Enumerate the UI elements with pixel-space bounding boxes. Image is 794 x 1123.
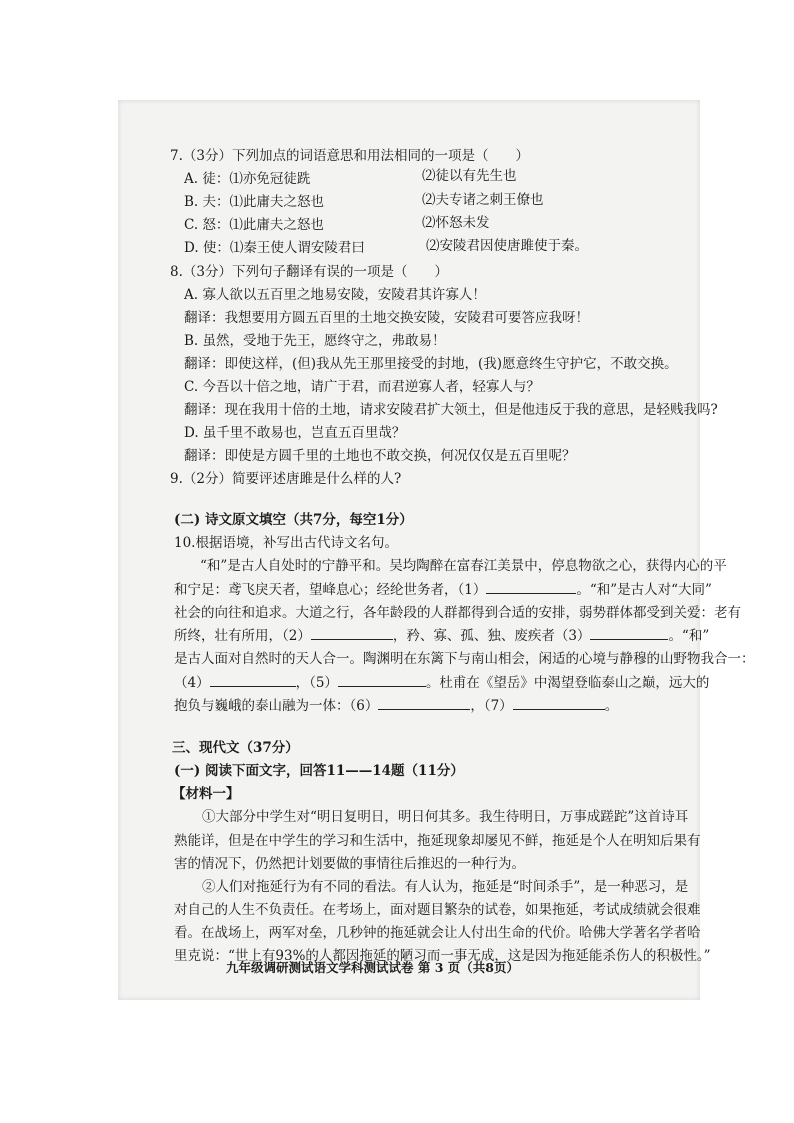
- passage-line: 看。在战场上，两军对垒，几秒钟的拖延就会让人付出生命的代价。哈佛大学著名学者哈: [174, 925, 701, 941]
- passage-line: 对自己的人生不负责任。在考场上，面对题目繁杂的试卷，如果拖延，考试成绩就会很难: [174, 902, 701, 918]
- q9-stem: 9.（2分）简要评述唐雎是什么样的人?: [170, 471, 402, 487]
- q8-line: D. 虽千里不敢易也，岂直五百里哉？: [184, 425, 406, 441]
- q10-paragraph-line: 是古人面对自然时的天人合一。陶渊明在东篱下与南山相会，闲适的心境与静穆的山野物我合一：: [174, 651, 755, 667]
- blank-5[interactable]: [338, 674, 426, 687]
- q8-line: B. 虽然，受地于先王，愿终守之，弗敢易！: [184, 333, 446, 349]
- q7-stem: 7.（3分）下列加点的词语意思和用法相同的一项是（ ）: [170, 148, 529, 164]
- blank-3[interactable]: [590, 627, 668, 640]
- q8-line: 翻译：我想要用方圆五百里的土地交换安陵，安陵君可要答应我呀！: [184, 310, 589, 326]
- blank-1[interactable]: [486, 581, 576, 594]
- q8-line: 翻译：即使这样，(但)我从先王那里接受的封地，(我)愿意终生守护它，不敢交换。: [184, 356, 678, 372]
- q7-option-c-2: ⑵怀怒未发: [422, 215, 490, 231]
- section3-subtitle: (一) 阅读下面文字，回答11——14题（11分）: [174, 763, 464, 779]
- q7-option-b-2: ⑵夫专诸之刺王僚也: [422, 192, 544, 208]
- q7-option-d-2: ⑵安陵君因使唐雎使于秦。: [426, 238, 588, 254]
- q7-option-b-1: B. 夫：⑴此庸夫之怒也: [184, 194, 325, 210]
- blank-2[interactable]: [311, 627, 393, 640]
- q8-line: A. 寡人欲以五百里之地易安陵，安陵君其许寡人！: [184, 287, 486, 303]
- q10-text: 。杜甫在《望岳》中渴望登临泰山之巅，远大的: [425, 675, 710, 691]
- passage-line: ①大部分中学生对“明日复明日，明日何其多。我生待明日，万事成蹉跎”这首诗耳: [202, 809, 689, 825]
- q8-stem: 8.（3分）下列句子翻译有误的一项是（ ）: [170, 264, 448, 280]
- q8-line: C. 今吾以十倍之地，请广于君，而君逆寡人者，轻寡人与？: [184, 379, 540, 395]
- q10-text: ，矜、寡、孤、独、废疾者（3）: [392, 628, 591, 644]
- q10-text: 。“和”是古人对“大同”: [576, 582, 712, 598]
- passage-line: 里克说：“世上有93%的人都因拖延的陋习而一事无成，这是因为拖延能杀伤人的积极性。”: [174, 948, 711, 964]
- q7-option-a-1: A. 徒：⑴亦免冠徒跣: [184, 171, 311, 187]
- passage-line: 害的情况下，仍然把计划要做的事情往后推迟的一种行为。: [174, 856, 525, 872]
- q7-option-c-1: C. 怒：⑴此庸夫之怒也: [184, 217, 324, 233]
- q10-text: 抱负与巍峨的泰山融为一体：（6）: [174, 698, 379, 714]
- passage-line: ②人们对拖延行为有不同的看法。有人认为，拖延是“时间杀手”，是一种恶习，是: [202, 879, 689, 895]
- q10-paragraph-line: “和”是古人自处时的宁静平和。吴均陶醉在富春江美景中，停息物欲之心，获得内心的平: [200, 558, 727, 574]
- q10-text: 。: [604, 698, 619, 714]
- q10-paragraph-line: [174, 671, 709, 691]
- blank-4[interactable]: [210, 674, 296, 687]
- q10-paragraph-line: [174, 624, 709, 644]
- q10-paragraph-line: 社会的向往和追求。大道之行，各年龄段的人群都得到合适的安排，弱势群体都受到关爱：老有: [174, 605, 741, 621]
- material-label: 【材料一】: [172, 786, 240, 802]
- section2-title: (二) 诗文原文填空（共7分，每空1分）: [174, 512, 413, 528]
- blank-6[interactable]: [378, 697, 470, 710]
- q10-text: ，（7）: [470, 698, 513, 714]
- q10-text: （4）: [174, 675, 210, 691]
- page-footer: 九年级调研测试语文学科测试试卷 第 3 页（共8页）: [226, 960, 519, 975]
- q10-text: 所终，壮有所用，（2）: [174, 628, 311, 644]
- q8-line: 翻译：即使是方圆千里的土地也不敢交换，何况仅仅是五百里呢？: [184, 448, 576, 464]
- q10-text: ，（5）: [295, 675, 338, 691]
- q10-paragraph-line: [174, 578, 712, 598]
- q7-option-d-1: D. 使：⑴秦王使人谓安陵君曰: [184, 240, 365, 256]
- q7-option-a-2: ⑵徒以有先生也: [422, 168, 517, 184]
- q10-text: 。“和”: [668, 628, 710, 644]
- q8-line: 翻译：现在我用十倍的土地，请求安陵君扩大领土，但是他违反于我的意思，是轻贱我吗?: [184, 402, 718, 418]
- passage-line: 熟能详，但是在中学生的学习和生活中，拖延现象却屡见不鲜，拖延是个人在明知后果有: [174, 833, 701, 849]
- q10-paragraph-line: [174, 694, 618, 714]
- q10-stem: 10.根据语境，补写出古代诗文名句。: [174, 535, 398, 551]
- section3-title: 三、现代文（37分）: [172, 740, 299, 756]
- blank-7[interactable]: [513, 697, 605, 710]
- q10-text: 和宁足：鸢飞戾天者，望峰息心；经纶世务者，（1）: [174, 582, 487, 598]
